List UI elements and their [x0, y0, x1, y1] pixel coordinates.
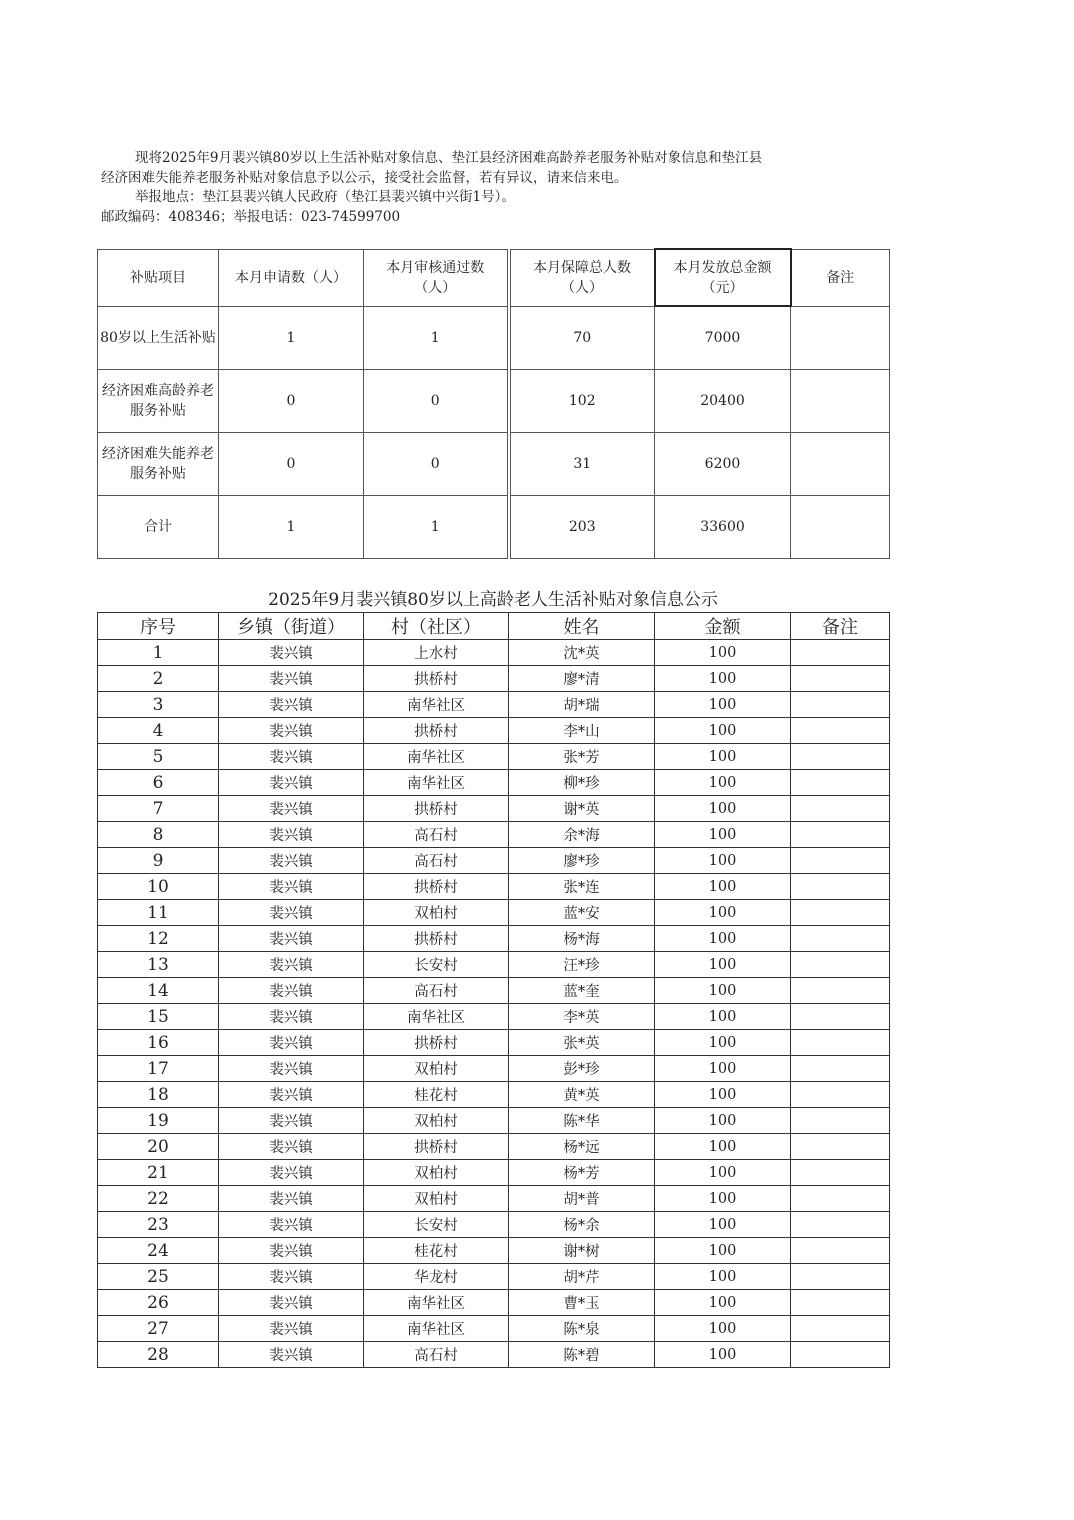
note-cell	[791, 692, 890, 718]
town-cell: 裴兴镇	[219, 1004, 364, 1030]
subsidy-item-cell: 经济困难失能养老服务补贴	[98, 433, 219, 496]
name-cell: 张*英	[509, 1030, 655, 1056]
village-cell: 高石村	[364, 1342, 509, 1368]
amount-cell: 100	[655, 900, 791, 926]
village-cell: 华龙村	[364, 1264, 509, 1290]
name-cell: 杨*海	[509, 926, 655, 952]
village-cell: 桂花村	[364, 1082, 509, 1108]
intro-line-2: 经济困难失能养老服务补贴对象信息予以公示，接受社会监督，若有异议，请来信来电。	[101, 169, 628, 186]
amount-cell: 100	[655, 796, 791, 822]
village-cell: 高石村	[364, 848, 509, 874]
village-cell: 南华社区	[364, 692, 509, 718]
village-cell: 双柏村	[364, 1108, 509, 1134]
amount-cell: 100	[655, 692, 791, 718]
village-cell: 南华社区	[364, 770, 509, 796]
report-address: 举报地点：垫江县裴兴镇人民政府（垫江县裴兴镇中兴街1号）。	[135, 189, 515, 205]
table-row	[98, 1212, 890, 1238]
applied-count-cell: 0	[219, 370, 364, 433]
name-cell: 谢*树	[509, 1238, 655, 1264]
seq-cell: 18	[98, 1082, 219, 1108]
village-cell: 高石村	[364, 822, 509, 848]
name-cell: 杨*远	[509, 1134, 655, 1160]
header-name: 姓名	[509, 613, 655, 640]
name-cell: 彭*珍	[509, 1056, 655, 1082]
table-row	[98, 952, 890, 978]
table-row	[98, 1264, 890, 1290]
amount-cell: 100	[655, 978, 791, 1004]
name-cell: 杨*芳	[509, 1160, 655, 1186]
town-cell: 裴兴镇	[219, 718, 364, 744]
town-cell: 裴兴镇	[219, 1290, 364, 1316]
town-cell: 裴兴镇	[219, 666, 364, 692]
total-amount-cell: 6200	[655, 433, 791, 496]
amount-cell: 100	[655, 1290, 791, 1316]
total-people-cell: 102	[509, 370, 655, 433]
town-cell: 裴兴镇	[219, 1212, 364, 1238]
table-row	[98, 1316, 890, 1342]
note-cell	[791, 796, 890, 822]
approved-count-cell: 1	[364, 496, 509, 559]
seq-cell: 27	[98, 1316, 219, 1342]
table-row	[98, 744, 890, 770]
amount-cell: 100	[655, 1056, 791, 1082]
table-row	[98, 666, 890, 692]
village-cell: 拱桥村	[364, 926, 509, 952]
name-cell: 胡*芹	[509, 1264, 655, 1290]
seq-cell: 28	[98, 1342, 219, 1368]
subsidy-item-cell: 经济困难高龄养老服务补贴	[98, 370, 219, 433]
seq-cell: 20	[98, 1134, 219, 1160]
town-cell: 裴兴镇	[219, 822, 364, 848]
note-cell	[791, 1238, 890, 1264]
town-cell: 裴兴镇	[219, 744, 364, 770]
town-cell: 裴兴镇	[219, 640, 364, 666]
summary-table	[97, 248, 890, 559]
intro-text	[101, 149, 901, 227]
note-cell	[791, 1004, 890, 1030]
town-cell: 裴兴镇	[219, 770, 364, 796]
amount-cell: 100	[655, 666, 791, 692]
note-cell	[791, 744, 890, 770]
seq-cell: 24	[98, 1238, 219, 1264]
note-cell	[791, 718, 890, 744]
town-cell: 裴兴镇	[219, 952, 364, 978]
summary-row	[98, 370, 890, 433]
note-cell	[791, 1264, 890, 1290]
name-cell: 杨*余	[509, 1212, 655, 1238]
table-row	[98, 926, 890, 952]
amount-cell: 100	[655, 1004, 791, 1030]
amount-cell: 100	[655, 1238, 791, 1264]
name-cell: 张*连	[509, 874, 655, 900]
town-cell: 裴兴镇	[219, 1108, 364, 1134]
header-approved: 本月审核通过数（人）	[364, 249, 509, 306]
table-row	[98, 718, 890, 744]
approved-count-cell: 0	[364, 433, 509, 496]
seq-cell: 21	[98, 1160, 219, 1186]
note-cell	[791, 1056, 890, 1082]
town-cell: 裴兴镇	[219, 1342, 364, 1368]
table-row	[98, 1082, 890, 1108]
header-note: 备注	[791, 613, 890, 640]
note-cell	[791, 874, 890, 900]
header-village: 村（社区）	[364, 613, 509, 640]
name-cell: 沈*英	[509, 640, 655, 666]
table-row	[98, 978, 890, 1004]
town-cell: 裴兴镇	[219, 978, 364, 1004]
recipient-list-table	[97, 612, 890, 1368]
amount-cell: 100	[655, 1264, 791, 1290]
seq-cell: 15	[98, 1004, 219, 1030]
name-cell: 李*英	[509, 1004, 655, 1030]
applied-count-cell: 1	[219, 496, 364, 559]
village-cell: 双柏村	[364, 1160, 509, 1186]
note-cell	[791, 640, 890, 666]
village-cell: 桂花村	[364, 1238, 509, 1264]
name-cell: 陈*碧	[509, 1342, 655, 1368]
header-note: 备注	[791, 249, 890, 306]
total-people-cell: 31	[509, 433, 655, 496]
note-cell	[791, 770, 890, 796]
seq-cell: 1	[98, 640, 219, 666]
seq-cell: 8	[98, 822, 219, 848]
summary-row	[98, 306, 890, 370]
name-cell: 汪*珍	[509, 952, 655, 978]
note-cell	[791, 1342, 890, 1368]
list-title: 2025年9月裴兴镇80岁以上高龄老人生活补贴对象信息公示	[268, 590, 718, 610]
applied-count-cell: 1	[219, 306, 364, 370]
seq-cell: 16	[98, 1030, 219, 1056]
amount-cell: 100	[655, 848, 791, 874]
town-cell: 裴兴镇	[219, 1030, 364, 1056]
postcode-phone: 邮政编码：408346；举报电话：023-74599700	[101, 208, 401, 225]
total-people-cell: 70	[509, 306, 655, 370]
town-cell: 裴兴镇	[219, 874, 364, 900]
seq-cell: 3	[98, 692, 219, 718]
note-cell	[791, 306, 890, 370]
note-cell	[791, 496, 890, 559]
note-cell	[791, 848, 890, 874]
list-header-row	[98, 613, 890, 640]
note-cell	[791, 433, 890, 496]
note-cell	[791, 370, 890, 433]
note-cell	[791, 900, 890, 926]
town-cell: 裴兴镇	[219, 926, 364, 952]
table-row	[98, 692, 890, 718]
note-cell	[791, 978, 890, 1004]
note-cell	[791, 822, 890, 848]
town-cell: 裴兴镇	[219, 1082, 364, 1108]
table-row	[98, 796, 890, 822]
seq-cell: 25	[98, 1264, 219, 1290]
seq-cell: 12	[98, 926, 219, 952]
name-cell: 谢*英	[509, 796, 655, 822]
town-cell: 裴兴镇	[219, 848, 364, 874]
name-cell: 柳*珍	[509, 770, 655, 796]
note-cell	[791, 1290, 890, 1316]
table-row	[98, 1290, 890, 1316]
seq-cell: 19	[98, 1108, 219, 1134]
header-total-people: 本月保障总人数（人）	[509, 249, 655, 306]
summary-header-row	[98, 249, 890, 306]
note-cell	[791, 926, 890, 952]
town-cell: 裴兴镇	[219, 1160, 364, 1186]
table-row	[98, 1030, 890, 1056]
amount-cell: 100	[655, 1108, 791, 1134]
village-cell: 拱桥村	[364, 1030, 509, 1056]
header-seq: 序号	[98, 613, 219, 640]
subsidy-item-cell: 合计	[98, 496, 219, 559]
note-cell	[791, 1030, 890, 1056]
town-cell: 裴兴镇	[219, 692, 364, 718]
table-row	[98, 1238, 890, 1264]
village-cell: 拱桥村	[364, 796, 509, 822]
seq-cell: 13	[98, 952, 219, 978]
intro-line-1: 现将2025年9月裴兴镇80岁以上生活补贴对象信息、垫江县经济困难高龄养老服务补贴对象信息和垫江县	[135, 150, 763, 166]
total-amount-cell: 20400	[655, 370, 791, 433]
total-people-cell: 203	[509, 496, 655, 559]
village-cell: 拱桥村	[364, 1134, 509, 1160]
amount-cell: 100	[655, 926, 791, 952]
amount-cell: 100	[655, 1316, 791, 1342]
table-row	[98, 640, 890, 666]
seq-cell: 9	[98, 848, 219, 874]
village-cell: 拱桥村	[364, 874, 509, 900]
town-cell: 裴兴镇	[219, 796, 364, 822]
summary-row	[98, 433, 890, 496]
note-cell	[791, 666, 890, 692]
approved-count-cell: 0	[364, 370, 509, 433]
seq-cell: 7	[98, 796, 219, 822]
amount-cell: 100	[655, 822, 791, 848]
note-cell	[791, 1108, 890, 1134]
seq-cell: 26	[98, 1290, 219, 1316]
name-cell: 廖*珍	[509, 848, 655, 874]
town-cell: 裴兴镇	[219, 1316, 364, 1342]
village-cell: 双柏村	[364, 1186, 509, 1212]
village-cell: 高石村	[364, 978, 509, 1004]
table-row	[98, 1342, 890, 1368]
header-town: 乡镇（街道）	[219, 613, 364, 640]
table-row	[98, 770, 890, 796]
amount-cell: 100	[655, 1342, 791, 1368]
table-row	[98, 1160, 890, 1186]
village-cell: 拱桥村	[364, 666, 509, 692]
town-cell: 裴兴镇	[219, 1238, 364, 1264]
town-cell: 裴兴镇	[219, 1264, 364, 1290]
village-cell: 南华社区	[364, 1316, 509, 1342]
applied-count-cell: 0	[219, 433, 364, 496]
note-cell	[791, 1212, 890, 1238]
note-cell	[791, 952, 890, 978]
name-cell: 余*海	[509, 822, 655, 848]
name-cell: 蓝*奎	[509, 978, 655, 1004]
seq-cell: 22	[98, 1186, 219, 1212]
name-cell: 黄*英	[509, 1082, 655, 1108]
table-row	[98, 874, 890, 900]
amount-cell: 100	[655, 1186, 791, 1212]
village-cell: 双柏村	[364, 1056, 509, 1082]
seq-cell: 17	[98, 1056, 219, 1082]
name-cell: 胡*瑞	[509, 692, 655, 718]
table-row	[98, 1004, 890, 1030]
village-cell: 长安村	[364, 1212, 509, 1238]
name-cell: 陈*泉	[509, 1316, 655, 1342]
amount-cell: 100	[655, 640, 791, 666]
village-cell: 上水村	[364, 640, 509, 666]
name-cell: 李*山	[509, 718, 655, 744]
town-cell: 裴兴镇	[219, 900, 364, 926]
seq-cell: 4	[98, 718, 219, 744]
seq-cell: 11	[98, 900, 219, 926]
table-row	[98, 848, 890, 874]
table-row	[98, 1056, 890, 1082]
table-row	[98, 900, 890, 926]
town-cell: 裴兴镇	[219, 1134, 364, 1160]
total-amount-cell: 7000	[655, 306, 791, 370]
header-total-amount: 本月发放总金额（元）	[655, 249, 791, 306]
total-amount-cell: 33600	[655, 496, 791, 559]
town-cell: 裴兴镇	[219, 1056, 364, 1082]
seq-cell: 6	[98, 770, 219, 796]
amount-cell: 100	[655, 1134, 791, 1160]
table-row	[98, 822, 890, 848]
amount-cell: 100	[655, 1212, 791, 1238]
seq-cell: 10	[98, 874, 219, 900]
amount-cell: 100	[655, 1160, 791, 1186]
amount-cell: 100	[655, 1082, 791, 1108]
name-cell: 曹*玉	[509, 1290, 655, 1316]
seq-cell: 23	[98, 1212, 219, 1238]
header-subsidy-item: 补贴项目	[98, 249, 219, 306]
amount-cell: 100	[655, 718, 791, 744]
table-row	[98, 1108, 890, 1134]
table-row	[98, 1186, 890, 1212]
village-cell: 长安村	[364, 952, 509, 978]
town-cell: 裴兴镇	[219, 1186, 364, 1212]
amount-cell: 100	[655, 744, 791, 770]
name-cell: 蓝*安	[509, 900, 655, 926]
summary-row	[98, 496, 890, 559]
seq-cell: 2	[98, 666, 219, 692]
name-cell: 陈*华	[509, 1108, 655, 1134]
name-cell: 廖*清	[509, 666, 655, 692]
seq-cell: 5	[98, 744, 219, 770]
amount-cell: 100	[655, 952, 791, 978]
name-cell: 胡*普	[509, 1186, 655, 1212]
amount-cell: 100	[655, 770, 791, 796]
note-cell	[791, 1134, 890, 1160]
village-cell: 南华社区	[364, 744, 509, 770]
amount-cell: 100	[655, 874, 791, 900]
table-row	[98, 1134, 890, 1160]
village-cell: 拱桥村	[364, 718, 509, 744]
subsidy-item-cell: 80岁以上生活补贴	[98, 306, 219, 370]
note-cell	[791, 1186, 890, 1212]
village-cell: 南华社区	[364, 1290, 509, 1316]
approved-count-cell: 1	[364, 306, 509, 370]
village-cell: 南华社区	[364, 1004, 509, 1030]
note-cell	[791, 1316, 890, 1342]
seq-cell: 14	[98, 978, 219, 1004]
note-cell	[791, 1160, 890, 1186]
header-applied: 本月申请数（人）	[219, 249, 364, 306]
header-amount: 金额	[655, 613, 791, 640]
name-cell: 张*芳	[509, 744, 655, 770]
note-cell	[791, 1082, 890, 1108]
village-cell: 双柏村	[364, 900, 509, 926]
amount-cell: 100	[655, 1030, 791, 1056]
